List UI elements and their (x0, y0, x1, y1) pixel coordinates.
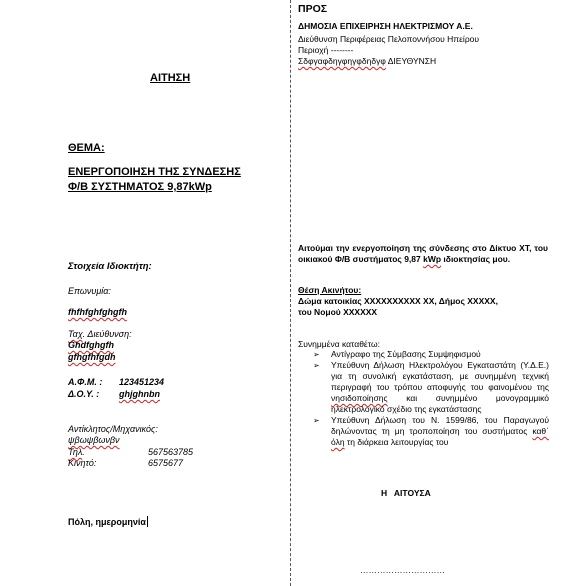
phone-label (68, 447, 85, 457)
attachment-text-a: Υπεύθυνη Δήλωση Ηλεκτρολόγου Εγκαταστάτη (Υ.Δ.Ε.) για τη συνολική εγκατάσταση, με συνημμένη τεχνική περιγραφή του τρόπου αποφυγής του φαινομένου της (331, 360, 549, 392)
attachments-list (313, 349, 549, 448)
afm-value: 123451234 (119, 377, 165, 387)
address-label-abbrev: Ταχ (68, 329, 83, 339)
phone-value: 567563785 (148, 447, 194, 457)
request-paragraph (298, 243, 548, 265)
attachment-text: Αντίγραφο της Σύμβασης Συμψηφισμού (331, 349, 481, 359)
org-region: Διεύθυνση Περιφέρειας Πελοποννήσου Ηπείρου (298, 34, 480, 44)
location-line-2: του Νομού ΧΧΧΧΧΧ (298, 307, 378, 317)
attachment-item (313, 360, 549, 415)
page-divider (290, 0, 291, 586)
arrow-bullet-icon: ➢ (313, 416, 320, 425)
org-department-suffix: ΔΙΕΥΘΥΝΣΗ (385, 56, 437, 66)
subject-line-2: Φ/Β ΣΥΣΤΗΜΑΤΟΣ 9,87kWp (68, 181, 212, 193)
document-title: ΑΙΤΗΣΗ (150, 72, 191, 84)
doy-value: ghjghnbn (119, 389, 160, 399)
org-area: Περιοχή -------- (298, 45, 354, 55)
address-value-2: gfhgfhfgdh (68, 352, 116, 362)
attachment-text-squiggle: καθ΄ όλη (331, 426, 549, 447)
attachment-item (313, 415, 549, 448)
signer-label: Η ΑΙΤΟΥΣΑ (381, 488, 431, 498)
place-date (68, 516, 148, 527)
org-department-name: Σδφγαφδηγφηγφδηδγφ (298, 56, 386, 66)
phone-label-dot: . (82, 447, 85, 457)
to-label: ΠΡΟΣ (298, 3, 328, 15)
attachment-text-b: και συνημμένο μονογραμμικό ηλεκτρολογικό σχέδιο της εγκατάστασης (331, 393, 549, 414)
phone-label-text: Τηλ (68, 447, 83, 457)
mobile-value: 6575677 (148, 458, 184, 468)
arrow-bullet-icon: ➢ (313, 361, 320, 370)
attachment-text-a: Υπεύθυνη Δήλωση του Ν. 1599/86, του Παραγωγού δηλώνοντας τη μη τροποποίηση του συστήματος (331, 415, 549, 436)
address-value-1: Ghdfghgfh (68, 340, 114, 350)
subject-line-1: ΕΝΕΡΓΟΠΟΙΗΣΗ ΤΗΣ ΣΥΝΔΕΣΗΣ (68, 166, 241, 178)
arrow-bullet-icon: ➢ (313, 350, 320, 359)
attachment-text-squiggle: νησιδοποίησης (331, 393, 388, 403)
attachment-text-b: τη διάρκεια λειτουργίας του (344, 437, 449, 447)
owner-heading: Στοιχεία Ιδιοκτήτη: (68, 261, 152, 272)
place-date-text: Πόλη, ημερομηνία (68, 517, 146, 527)
attachment-item (313, 349, 549, 360)
text-cursor (147, 516, 148, 527)
surname-value: fhfhfghfghgfh (68, 307, 127, 317)
subject-label: ΘΕΜΑ: (68, 142, 105, 154)
doy-label: Δ.Ο.Υ. : (68, 389, 100, 399)
representative-label: Αντίκλητος/Μηχανικός: (68, 424, 158, 434)
signature-line: ………………………… (360, 565, 445, 575)
attachments-label: Συνημμένα καταθέτω: (298, 339, 380, 349)
afm-label: Α.Φ.Μ. : (68, 377, 103, 387)
org-department (298, 56, 436, 66)
address-label (68, 329, 132, 339)
location-label: Θέση Ακινήτου: (298, 285, 362, 295)
address-label-rest: . Διεύθυνση: (82, 329, 132, 339)
surname-label: Επωνυμία: (68, 286, 111, 296)
request-text-b: ιδιοκτησίας μου. (441, 254, 511, 264)
mobile-label: Κινητό: (68, 458, 97, 468)
org-name: ΔΗΜΟΣΙΑ ΕΠΙΧΕΙΡΗΣΗ ΗΛΕΚΤΡΙΣΜΟΥ Α.Ε. (298, 21, 473, 31)
request-kwp: kWp (423, 254, 442, 264)
request-text-a: Αιτούμαι την ενεργοποίηση της σύνδεσης στο Δίκτυο ΧΤ, του οικιακού Φ/Β συστήματος 9,87 (298, 243, 548, 264)
representative-value: ψβωψβωνβν (68, 435, 120, 445)
location-line-1: Δώμα κατοικίας ΧΧΧΧΧΧΧΧΧΧ ΧΧ, Δήμος ΧΧΧΧΧ, (298, 296, 498, 306)
